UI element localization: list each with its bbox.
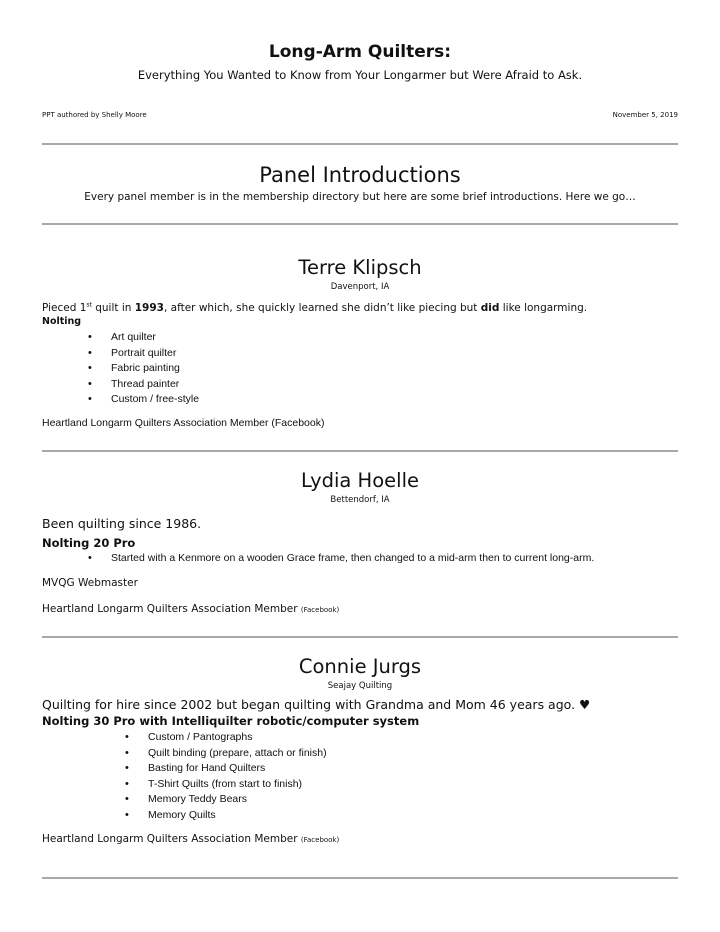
panelist-intro-terre: Pieced 1st quilt in 1993, after which, she quickly learned she didn’t like piecing but did like longarming. xyxy=(42,301,588,314)
bullet-icon: • xyxy=(88,377,92,390)
bullet-icon: • xyxy=(125,793,129,805)
section-title: Panel Introductions xyxy=(259,163,461,187)
bullet-icon: • xyxy=(125,746,129,759)
panelist-location-lydia: Bettendorf, IA xyxy=(330,495,390,505)
bullet-icon: • xyxy=(125,808,129,821)
document-subtitle: Everything You Wanted to Know from Your Longarmer but Were Afraid to Ask. xyxy=(137,68,583,82)
list-item: • Fabric painting xyxy=(111,361,199,377)
skill-list-lydia xyxy=(88,551,595,567)
list-item: • Portrait quilter xyxy=(111,346,199,362)
document-title: Long-Arm Quilters: xyxy=(268,42,452,62)
list-item: • Memory Quilts xyxy=(148,808,327,824)
bullet-icon: • xyxy=(88,552,92,564)
list-item: • Memory Teddy Bears xyxy=(148,792,327,808)
divider xyxy=(42,223,678,225)
list-item: • Basting for Hand Quilters xyxy=(148,761,327,777)
document-date: November 5, 2019 xyxy=(612,111,678,119)
list-item: • Art quilter xyxy=(111,330,199,346)
panelist-location-terre: Davenport, IA xyxy=(330,282,390,292)
panelist-intro-lydia: Been quilting since 1986. xyxy=(42,516,202,531)
panelist-role-lydia: MVQG Webmaster xyxy=(42,577,138,589)
membership-connie: Heartland Longarm Quilters Association Member (Facebook) xyxy=(42,833,340,845)
panelist-name-lydia: Lydia Hoelle xyxy=(301,469,419,492)
divider xyxy=(42,450,678,452)
panelist-machine-lydia: Nolting 20 Pro xyxy=(42,536,136,550)
panelist-intro-connie: Quilting for hire since 2002 but began quilting with Grandma and Mom 46 years ago. ♥ xyxy=(42,697,591,712)
bullet-icon: • xyxy=(88,393,92,405)
bullet-icon: • xyxy=(88,331,92,343)
list-item: • Started with a Kenmore on a wooden Grace frame, then changed to a mid-arm then to current long-arm. xyxy=(111,551,594,567)
list-item: • Custom / Pantographs xyxy=(148,730,327,746)
bullet-icon: • xyxy=(125,762,129,774)
bullet-icon: • xyxy=(88,362,92,374)
panelist-machine-connie: Nolting 30 Pro with Intelliquilter robotic/computer system xyxy=(42,714,420,728)
list-item: • Thread painter xyxy=(111,377,199,393)
section-subtitle: Every panel member is in the membership directory but here are some brief introductions. Here we go… xyxy=(84,191,636,203)
panelist-name-terre: Terre Klipsch xyxy=(298,256,422,279)
list-item: • Quilt binding (prepare, attach or finish) xyxy=(148,746,327,762)
panelist-machine-terre: Nolting xyxy=(42,316,82,327)
divider xyxy=(42,877,678,879)
skill-list-terre xyxy=(88,330,200,408)
bullet-icon: • xyxy=(125,777,129,790)
membership-lydia: Heartland Longarm Quilters Association Member (Facebook) xyxy=(42,603,340,615)
panelist-name-connie: Connie Jurgs xyxy=(298,655,422,678)
skill-list-connie xyxy=(125,730,327,823)
bullet-icon: • xyxy=(88,346,92,359)
panelist-location-connie: Seajay Quilting xyxy=(327,681,393,691)
author-credit: PPT authored by Shelly Moore xyxy=(42,111,147,119)
divider xyxy=(42,143,678,145)
list-item: • T-Shirt Quilts (from start to finish) xyxy=(148,777,327,793)
bullet-icon: • xyxy=(125,731,129,743)
membership-terre: Heartland Longarm Quilters Association Member (Facebook) xyxy=(42,417,325,429)
list-item: • Custom / free-style xyxy=(111,392,199,408)
divider xyxy=(42,636,678,638)
